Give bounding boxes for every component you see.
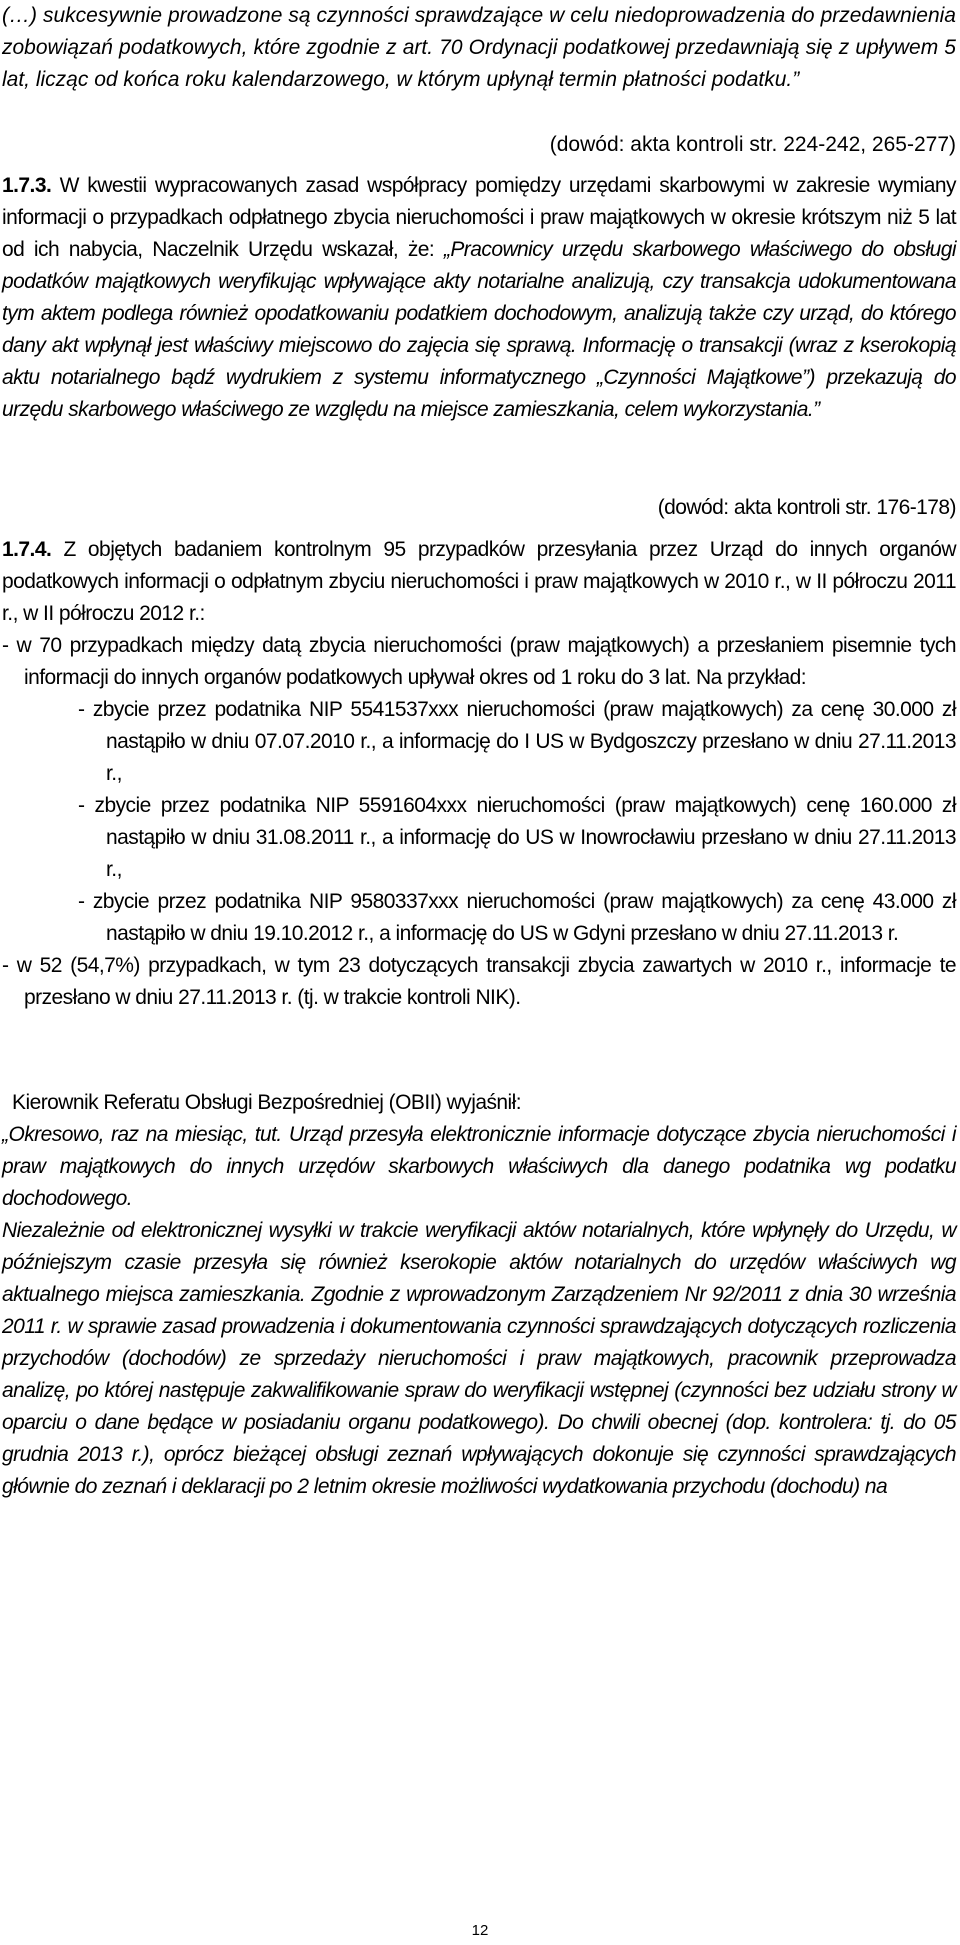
explanation-lead [12, 1087, 956, 1119]
section-1-7-3 [2, 170, 956, 426]
evidence-ref: (dowód: akta kontroli str. 176-178) [657, 496, 956, 519]
section-1-7-4 [2, 534, 956, 1014]
list-item: - w 52 (54,7%) przypadkach, w tym 23 dotyczących transakcji zbycia zawartych w 2010 r., informacje te przesłano w dniu 27.11.2013 r. (tj. w trakcie kontroli NIK). [2, 954, 956, 1009]
section-quote: „Pracownicy urzędu skarbowego właściwego do obsługi podatków majątkowych weryfikując wpływające akty notarialne analizują, czy transakcja udokumentowana tym aktem podlega również opodatkowaniu podatkiem dochodowym, analizują także czy urząd, do którego dany akt wpłynął jest właściwy miejscowo do zajęcia się sprawą. Informację o transakcji (wraz z kserokopią aktu notarialnego bądź wydrukiem z systemu informatycznego „Czynności Majątkowe”) przekazują do urzędu skarbowego właściwego ze względu na miejsce zamieszkania, celem wykorzystania.” [2, 238, 956, 421]
section-paragraph [2, 534, 956, 630]
top-quote [2, 0, 956, 96]
sub-list-item: - zbycie przez podatnika NIP 5541537xxx nieruchomości (praw majątkowych) za cenę 30.000 zł nastąpiło w dniu 07.07.2010 r., a informację do I US w Bydgoszczy przesłano w dniu 27.11.2013 r., [78, 698, 956, 785]
evidence-ref: (dowód: akta kontroli str. 224-242, 265-277) [549, 133, 956, 156]
page-number: 12 [471, 1922, 489, 1939]
section-1-7-3-evidence [2, 492, 956, 524]
list-item: - w 70 przypadkach między datą zbycia nieruchomości (praw majątkowych) a przesłaniem pisemnie tych informacji do innych organów podatkowych upływał okres od 1 roku do 3 lat. Na przykład: [2, 634, 956, 689]
explanation-quote [2, 1119, 956, 1503]
quote-paragraph: „Okresowo, raz na miesiąc, tut. Urząd przesyła elektronicznie informacje dotyczące zbycia nieruchomości i praw majątkowych do innych urzędów skarbowych właściwych dla danego podatnika wg podatku dochodowego. [2, 1123, 956, 1210]
section-number: 1.7.4. [2, 538, 52, 561]
section-text: W kwestii wypracowanych zasad współpracy pomiędzy urzędami skarbowymi w zakresie wymiany informacji o przypadkach odpłatnego zbycia nieruchomości i praw majątkowych w okresie krótszym niż 5 lat od ich nabycia, Naczelnik Urzędu wskazał, że: [2, 174, 956, 261]
quote-paragraph: (…) sukcesywnie prowadzone są czynności sprawdzające w celu niedoprowadzenia do przedawnienia zobowiązań podatkowych, które zgodnie z art. 70 Ordynacji podatkowej przedawniają się z upływem 5 lat, licząc od końca roku kalendarzowego, w którym upłynął termin płatności podatku.” [2, 4, 956, 91]
section-paragraph [2, 170, 956, 426]
top-evidence [2, 129, 956, 161]
sub-list-item: - zbycie przez podatnika NIP 9580337xxx nieruchomości (praw majątkowych) za cenę 43.000 zł nastąpiło w dniu 19.10.2012 r., a informację do US w Gdyni przesłano w dniu 27.11.2013 r. [78, 890, 956, 945]
section-text: Z objętych badaniem kontrolnym 95 przypadków przesyłania przez Urząd do innych organów podatkowych informacji o odpłatnym zbyciu nieruchomości i praw majątkowych w 2010 r., w II półroczu 2011 r., w II półroczu 2012 r.: [2, 538, 956, 625]
lead-text: Kierownik Referatu Obsługi Bezpośredniej (OBII) wyjaśnił: [12, 1091, 522, 1114]
section-number: 1.7.3. [2, 174, 52, 197]
sub-list-item: - zbycie przez podatnika NIP 5591604xxx nieruchomości (praw majątkowych) cenę 160.000 zł nastąpiło w dniu 31.08.2011 r., a informację do US w Inowrocławiu przesłano w dniu 27.11.2013 r., [78, 794, 956, 881]
quote-paragraph: Niezależnie od elektronicznej wysyłki w trakcie weryfikacji aktów notarialnych, które wpłynęły do Urzędu, w późniejszym czasie przesyła się również kserokopie aktów notarialnych do urzędów właściwych wg aktualnego miejsca zamieszkania. Zgodnie z wprowadzonym Zarządzeniem Nr 92/2011 z dnia 30 września 2011 r. w sprawie zasad prowadzenia i dokumentowania czynności sprawdzających dotyczących rozliczenia przychodów (dochodów) ze sprzedaży nieruchomości i praw majątkowych, pracownik przeprowadza analizę, po której następuje zakwalifikowanie spraw do weryfikacji wstępnej (czynności bez udziału strony w oparciu o dane będące w posiadaniu organu podatkowego). Do chwili obecnej (dop. kontrolera: tj. do 05 grudnia 2013 r.), oprócz bieżącej obsługi zeznań wpływających dokonuje się czynności sprawdzających głównie do zeznań i deklaracji po 2 letnim okresie możliwości wydatkowania przychodu (dochodu) na [2, 1219, 956, 1498]
